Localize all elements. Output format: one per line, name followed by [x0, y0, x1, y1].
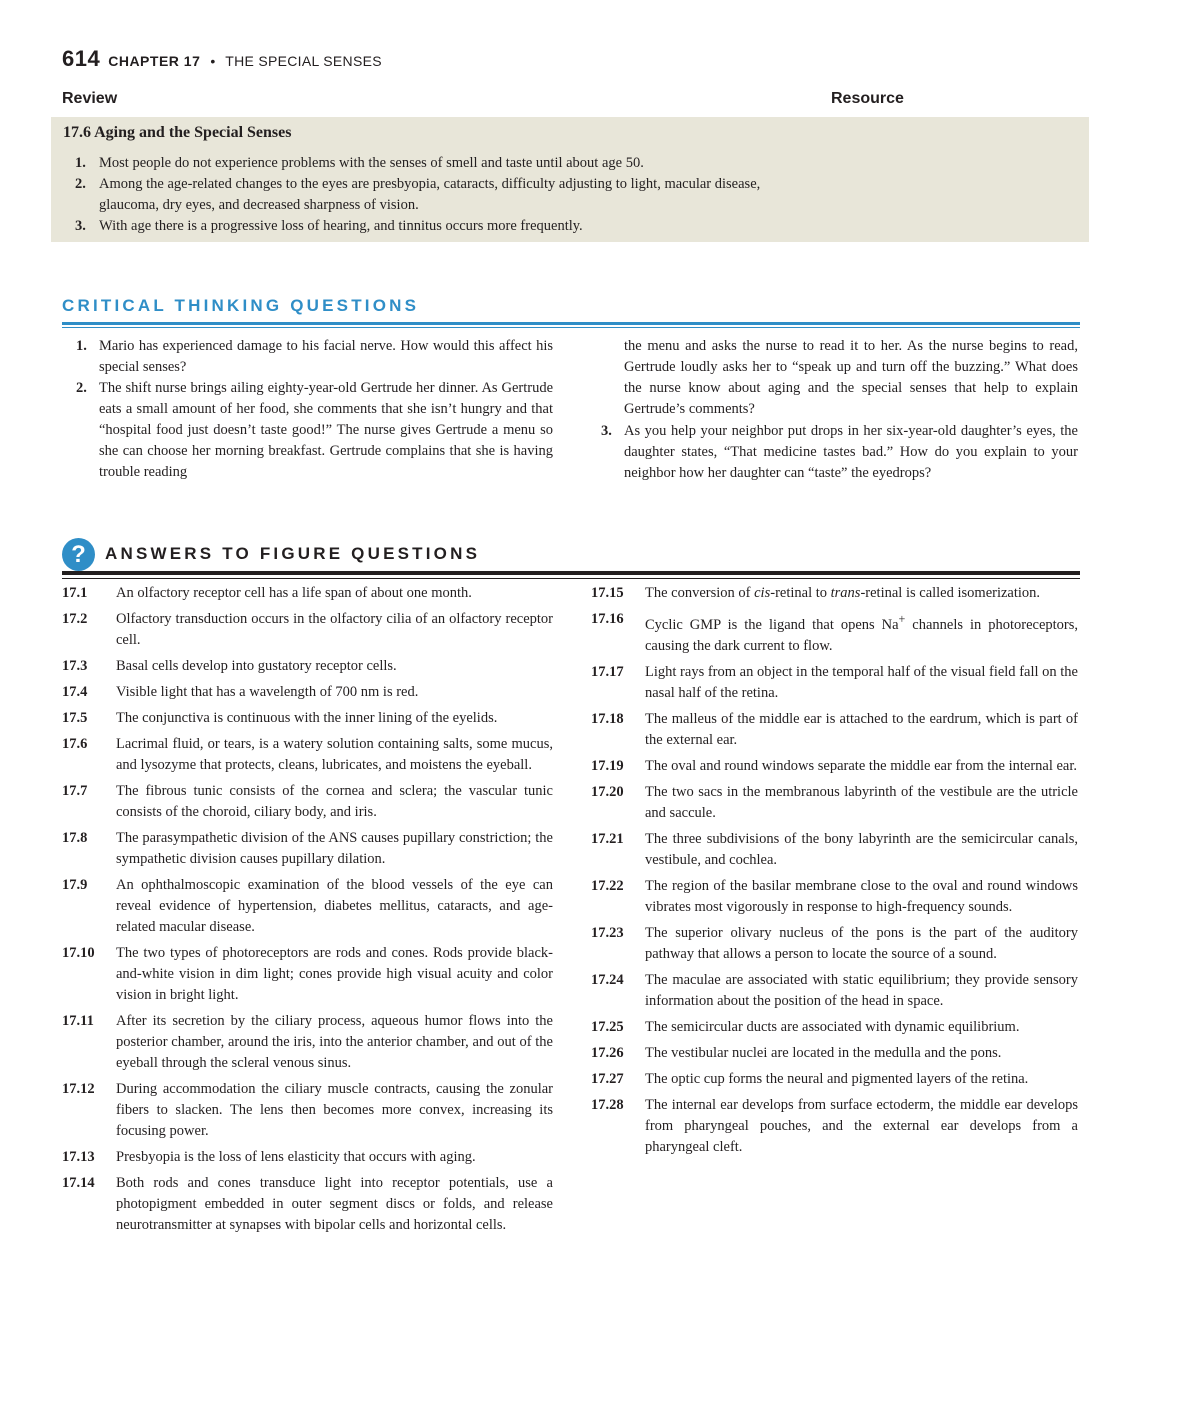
chapter-label: CHAPTER 17 [108, 53, 201, 69]
answer-number: 17.24 [591, 971, 624, 988]
answer-text: Lacrimal fluid, or tears, is a watery solution containing salts, some mucus, and lysozyme that protects, cleans, lubricates, and moistens the eyeball. [116, 736, 553, 773]
answer-item [591, 1043, 1078, 1064]
answer-text: The semicircular ducts are associated with dynamic equilibrium. [645, 1018, 1020, 1035]
summary-item-text: Among the age-related changes to the eyes are presbyopia, cataracts, difficulty adjusting to light, macular disease, glaucoma, dry eyes, and decreased sharpness of vision. [99, 176, 761, 213]
answer-number: 17.4 [62, 684, 88, 700]
summary-item-text: With age there is a progressive loss of hearing, and tinnitus occurs more frequently. [99, 218, 583, 234]
answer-item [591, 876, 1078, 918]
heading-rule [62, 327, 1080, 328]
summary-section-title: 17.6 Aging and the Special Senses [63, 124, 292, 141]
header-bullet: • [210, 53, 216, 69]
answer-text: Olfactory transduction occurs in the olfactory cilia of an olfactory receptor cell. [116, 611, 553, 648]
review-column-heading: Review [62, 90, 118, 107]
answer-number: 17.25 [591, 1018, 624, 1035]
question-text: The shift nurse brings ailing eighty-year-old Gertrude her dinner. As Gertrude eats a small amount of her food, she comments that she isn’t hungry and that “hospital food just doesn’t taste good!” The nurse gives Gertrude a menu so she can choose her morning breakfast. Gertrude complains that she is having trouble reading [99, 380, 553, 480]
answer-text: The malleus of the middle ear is attached to the eardrum, which is part of the external ear. [645, 710, 1078, 748]
answer-item [62, 583, 553, 604]
answer-item [591, 583, 1078, 604]
answer-item [62, 781, 553, 823]
answer-item [62, 682, 553, 703]
question-text: the menu and asks the nurse to read it to her. As the nurse begins to read, Gertrude loudly asks her to “speak up and turn off the buzzing.” What does the nurse know about aging and the special senses that help to explain Gertrude’s comments? [624, 338, 1078, 417]
answer-italic-term: trans [830, 585, 861, 601]
answer-italic-term: cis [754, 585, 771, 601]
critical-questions-left-column [62, 336, 553, 483]
answer-number: 17.1 [62, 585, 88, 601]
question-number: 1. [76, 338, 87, 354]
critical-thinking-heading: CRITICAL THINKING QUESTIONS [62, 296, 420, 315]
question-number: 3. [601, 423, 612, 439]
answer-item [62, 1147, 553, 1168]
answer-number: 17.7 [62, 783, 88, 799]
answer-number: 17.2 [62, 611, 88, 627]
answer-item [591, 1095, 1078, 1158]
answer-text-part: channels in photoreceptors, causing the dark current to flow. [645, 616, 1078, 654]
resource-column-heading: Resource [831, 90, 904, 107]
answer-text: Visible light that has a wavelength of 700 nm is red. [116, 684, 419, 700]
summary-item-number: 3. [75, 218, 86, 234]
answers-left-column [62, 583, 553, 1241]
answer-number: 17.10 [62, 945, 95, 961]
answer-text: The two types of photoreceptors are rods and cones. Rods provide black-and-white vision in dim light; cones provide high visual acuity and color vision in bright light. [116, 945, 553, 1003]
heading-rule [62, 571, 1080, 575]
answer-text: The region of the basilar membrane close to the oval and round windows vibrates most vigorously in response to high-frequency sounds. [645, 877, 1078, 915]
summary-item [63, 174, 823, 216]
answer-text [645, 612, 1078, 654]
answer-item [591, 1017, 1078, 1038]
answer-text-part: The conversion of [645, 585, 755, 601]
answer-text: The maculae are associated with static equilibrium; they provide sensory information about the position of the head in space. [645, 971, 1078, 1009]
answers-heading: ANSWERS TO FIGURE QUESTIONS [105, 544, 481, 563]
answer-item [62, 1173, 553, 1236]
answer-number: 17.23 [591, 924, 624, 941]
answer-number: 17.27 [591, 1070, 624, 1087]
answer-item [591, 1069, 1078, 1090]
answer-item [591, 970, 1078, 1012]
answer-number: 17.28 [591, 1096, 624, 1113]
answer-item [591, 609, 1078, 657]
answer-number: 17.9 [62, 877, 88, 893]
answer-text-part: -retinal to [770, 585, 831, 601]
answer-number: 17.18 [591, 710, 624, 727]
answer-text: Presbyopia is the loss of lens elasticity that occurs with aging. [116, 1149, 476, 1165]
critical-question [62, 336, 553, 378]
answer-item [62, 1011, 553, 1074]
question-text: As you help your neighbor put drops in her six-year-old daughter’s eyes, the daughter states, “That medicine tastes bad.” How do you explain to your neighbor how her daughter can “taste” the eyedrops? [624, 423, 1078, 481]
answer-number: 17.11 [62, 1013, 94, 1029]
summary-item-number: 2. [75, 176, 86, 192]
answer-number: 17.13 [62, 1149, 95, 1165]
answer-text [645, 585, 1040, 601]
answer-number: 17.15 [591, 585, 624, 601]
answer-text: The fibrous tunic consists of the cornea and sclera; the vascular tunic consists of the choroid, ciliary body, and iris. [116, 783, 553, 820]
answer-text: The internal ear develops from surface ectoderm, the middle ear develops from pharyngeal pouches, and the external ear develops from a pharyngeal cleft. [645, 1096, 1078, 1155]
answer-number: 17.16 [591, 611, 624, 627]
summary-box [51, 117, 1089, 242]
answer-text: The three subdivisions of the bony labyrinth are the semicircular canals, vestibule, and cochlea. [645, 830, 1078, 868]
answer-item [62, 734, 553, 776]
summary-item-text: Most people do not experience problems with the senses of smell and taste until about age 50. [99, 155, 644, 171]
answer-text: The two sacs in the membranous labyrinth of the vestibule are the utricle and saccule. [645, 783, 1078, 821]
answer-item [591, 709, 1078, 751]
answer-text: The superior olivary nucleus of the pons is the part of the auditory pathway that allows a person to locate the source of a sound. [645, 924, 1078, 962]
answer-item [62, 708, 553, 729]
answer-item [62, 828, 553, 870]
critical-question [587, 421, 1078, 484]
answer-text: The oval and round windows separate the middle ear from the internal ear. [645, 757, 1078, 774]
answer-item [62, 656, 553, 677]
answer-item [62, 1079, 553, 1142]
answer-text: The parasympathetic division of the ANS causes pupillary constriction; the sympathetic division causes pupillary dilation. [116, 830, 553, 867]
answer-item [62, 943, 553, 1006]
answer-number: 17.26 [591, 1044, 624, 1061]
page-number: 614 [62, 46, 101, 71]
answer-text: Light rays from an object in the temporal half of the visual field fall on the nasal half of the retina. [645, 663, 1078, 701]
summary-item [63, 216, 823, 237]
answer-text-part: Cyclic GMP is the ligand that opens Na [645, 616, 899, 633]
answer-number: 17.6 [62, 736, 88, 752]
running-header [62, 46, 382, 72]
answer-item [591, 756, 1078, 777]
summary-item [63, 153, 823, 174]
chapter-title: THE SPECIAL SENSES [225, 53, 382, 69]
answer-item [591, 662, 1078, 704]
answer-text-part: -retinal is called isomerization. [860, 585, 1041, 601]
answer-text: The conjunctiva is continuous with the inner lining of the eyelids. [116, 710, 498, 726]
answer-text: An ophthalmoscopic examination of the blood vessels of the eye can reveal evidence of hypertension, diabetes mellitus, cataracts, and age-related macular disease. [116, 877, 553, 935]
answer-item [62, 875, 553, 938]
answer-item [591, 829, 1078, 871]
question-number: 2. [76, 380, 87, 396]
answer-number: 17.21 [591, 830, 624, 847]
answer-text: Both rods and cones transduce light into receptor potentials, use a photopigment embedded in outer segment discs or folds, and release neurotransmitter at synapses with bipolar cells and horizontal cells. [116, 1175, 553, 1233]
summary-item-number: 1. [75, 155, 86, 171]
answer-number: 17.20 [591, 783, 624, 800]
answer-item [591, 782, 1078, 824]
answer-text: During accommodation the ciliary muscle contracts, causing the zonular fibers to slacken. The lens then becomes more convex, increasing its focusing power. [116, 1081, 553, 1139]
answer-text: The optic cup forms the neural and pigmented layers of the retina. [645, 1070, 1029, 1087]
answer-text: An olfactory receptor cell has a life span of about one month. [116, 585, 472, 601]
answer-item [62, 609, 553, 651]
answer-text: The vestibular nuclei are located in the medulla and the pons. [645, 1044, 1002, 1061]
answers-right-column [591, 583, 1078, 1163]
answer-number: 17.3 [62, 658, 88, 674]
answer-number: 17.12 [62, 1081, 95, 1097]
heading-rule [62, 322, 1080, 325]
answer-item [591, 923, 1078, 965]
answer-number: 17.14 [62, 1175, 95, 1191]
superscript-plus: + [898, 612, 906, 626]
question-mark-icon: ? [62, 538, 95, 571]
answer-text: Basal cells develop into gustatory receptor cells. [116, 658, 397, 674]
answer-text: After its secretion by the ciliary process, aqueous humor flows into the posterior chamber, around the iris, into the anterior chamber, and out of the eyeball through the scleral venous sinus. [116, 1013, 553, 1071]
answer-number: 17.8 [62, 830, 88, 846]
critical-question [62, 378, 553, 483]
critical-questions-right-column [587, 336, 1078, 484]
critical-question-continued [587, 336, 1078, 420]
question-text: Mario has experienced damage to his facial nerve. How would this affect his special senses? [99, 338, 553, 375]
summary-list [63, 153, 823, 237]
answer-number: 17.5 [62, 710, 88, 726]
answer-number: 17.17 [591, 663, 624, 680]
answer-number: 17.19 [591, 757, 624, 774]
answer-number: 17.22 [591, 877, 624, 894]
heading-rule [62, 578, 1080, 579]
